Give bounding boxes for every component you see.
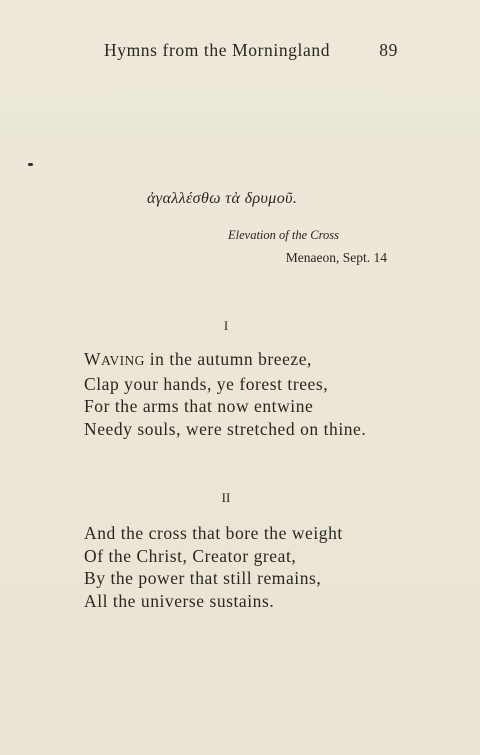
stanza-line (84, 348, 366, 373)
stanza-line: Of the Christ, Creator great, (84, 545, 297, 566)
stanza-line: Clap your hands, ye forest trees, (84, 373, 329, 394)
section-number-2: II (221, 490, 231, 505)
epigraph-reference: Menaeon, Sept. 14 (285, 250, 387, 265)
stanza-line: Needy souls, were stretched on thine. (84, 418, 367, 439)
stanza-2 (84, 522, 343, 612)
stanza-1 (84, 348, 366, 440)
ink-speck (28, 163, 33, 166)
stanza-line: And the cross that bore the weight (84, 523, 343, 543)
stanza-line: By the power that still remains, (84, 568, 322, 588)
page-number: 89 (379, 40, 398, 60)
first-line-rest: in the autumn breeze, (144, 349, 312, 369)
stanza-line: For the arms that now entwine (84, 396, 314, 416)
running-title: Hymns from the Morningland (104, 40, 331, 60)
running-head (104, 40, 398, 64)
stanza-line: All the universe sustains. (84, 590, 275, 611)
drop-word-rest: AVING (101, 353, 145, 368)
epigraph-source: Elevation of the Cross (228, 228, 339, 242)
section-number-1: I (223, 318, 229, 333)
epigraph-greek-text: ἀγαλλέσθω τὰ δρυμοῦ. (147, 190, 298, 207)
drop-word-lead: W (84, 349, 102, 369)
